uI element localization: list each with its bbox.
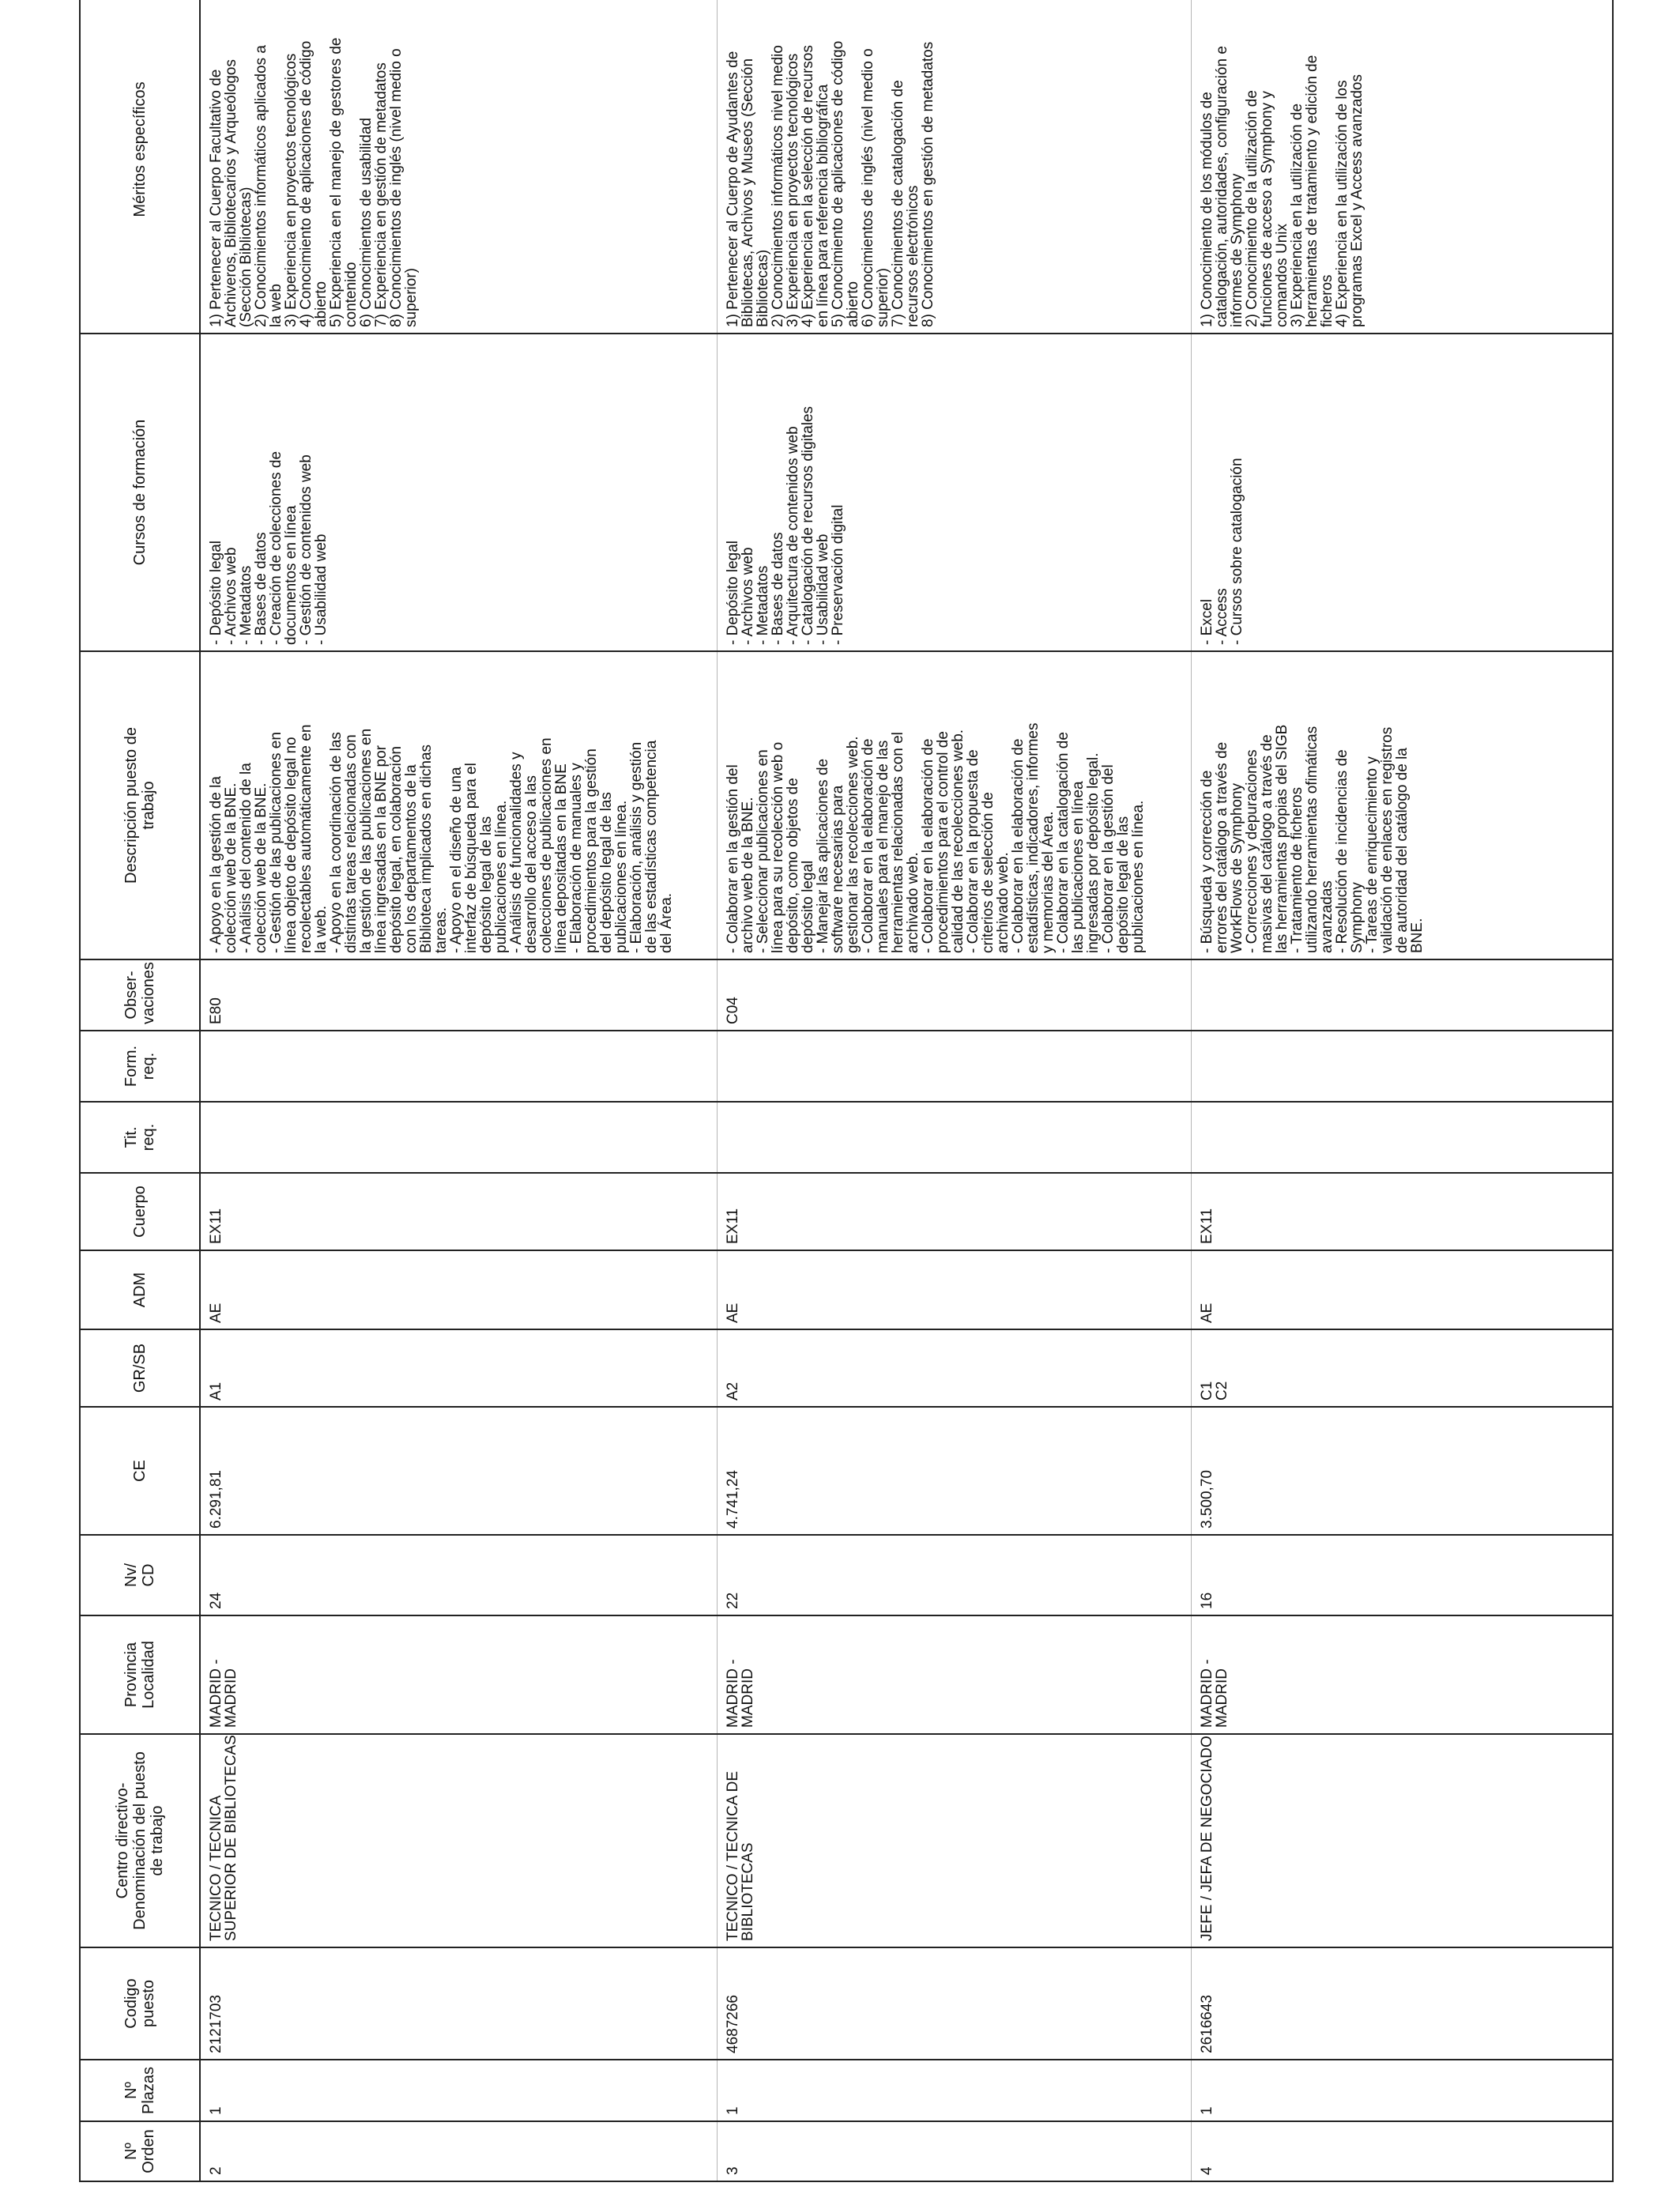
meritos-line: abierto xyxy=(844,281,861,327)
desc-line: las herramientas propias del SIGB xyxy=(1273,724,1290,953)
cell-adm: AE xyxy=(200,1250,717,1329)
cursos-line: - Usabilidad web xyxy=(814,533,831,645)
cell-tit xyxy=(1191,1102,1613,1173)
header-ce: CE xyxy=(80,1407,200,1535)
desc-line: - Tareas de enriquecimiento y xyxy=(1363,756,1381,953)
desc-line: archivado web. xyxy=(904,852,921,953)
desc-line: tareas. xyxy=(433,907,450,953)
desc-line: - Colaborar en la gestión del xyxy=(1099,764,1117,953)
cell-cuerpo: EX11 xyxy=(1191,1173,1613,1250)
desc-line: - Apoyo en la coordinación de las xyxy=(328,732,345,953)
desc-line: WorkFlows de Symphony xyxy=(1228,782,1245,953)
meritos-line: 4) Conocimiento de aplicaciones de código xyxy=(298,40,315,327)
desc-line: publicaciones en línea. xyxy=(493,800,510,953)
desc-line: calidad de las recolecciones web. xyxy=(949,729,966,953)
grsb-line: C1 xyxy=(1198,1381,1215,1400)
desc-line: herramientas relacionadas con el xyxy=(889,732,906,953)
desc-line: validación de enlaces en registros xyxy=(1378,726,1396,953)
centro-line: BIBLIOTECAS xyxy=(739,1842,756,1941)
meritos-line: superior) xyxy=(403,268,420,327)
header-desc: Descripción puesto de trabajo xyxy=(80,651,200,959)
cell-ce: 6.291,81 xyxy=(200,1407,717,1535)
desc-line: - Colaborar en la catalogación de xyxy=(1054,732,1072,953)
desc-line: - Colaborar en la gestión del xyxy=(724,764,741,953)
cell-cuerpo: EX11 xyxy=(200,1173,717,1250)
cursos-line: - Bases de datos xyxy=(253,532,269,645)
cell-ce: 3.500,70 xyxy=(1191,1407,1613,1535)
cursos-line: - Metadatos xyxy=(238,565,254,645)
desc-line: publicaciones en línea. xyxy=(613,800,630,953)
cell-plazas: 1 xyxy=(200,2060,717,2121)
cell-grsb xyxy=(200,1329,717,1407)
cell-centro xyxy=(717,1734,1191,1947)
cell-meritos xyxy=(1191,0,1613,334)
header-row xyxy=(80,0,200,2181)
desc-line: de autoridad del catálogo de la xyxy=(1393,748,1411,953)
centro-line: JEFE / JEFA DE NEGOCIADO xyxy=(1198,1736,1215,1941)
desc-line: línea ingresadas en la BNE por xyxy=(373,745,390,953)
desc-line: - Gestión de las publicaciones en xyxy=(268,732,284,953)
desc-line: desarrollo del acceso a las xyxy=(523,775,540,953)
cell-adm: AE xyxy=(717,1250,1191,1329)
cell-centro xyxy=(200,1734,717,1947)
meritos-line: 1) Pertenecer al Cuerpo de Ayudantes de xyxy=(724,51,741,327)
desc-line: depósito legal, en colaboración xyxy=(388,746,405,953)
desc-line: - Apoyo en el diseño de una xyxy=(448,767,465,953)
desc-line: y memorias del Área. xyxy=(1039,811,1057,953)
cursos-line: - Arquitectura de contenidos web xyxy=(784,426,801,645)
desc-line: publicaciones en línea. xyxy=(1129,800,1147,953)
provincia-line: MADRID - xyxy=(1198,1659,1215,1728)
meritos-line: la web xyxy=(268,284,284,327)
desc-line: - Colaborar en la elaboración de xyxy=(919,738,936,953)
desc-line: de las estadísticas competencia xyxy=(643,740,660,953)
meritos-line: 8) Conocimientos en gestión de metadatos xyxy=(919,41,936,327)
desc-line: del Área. xyxy=(658,892,675,953)
cell-form xyxy=(717,1031,1191,1102)
desc-line: - Elaboración, análisis y gestión xyxy=(628,741,645,953)
desc-line: colecciones de publicaciones en xyxy=(538,737,555,953)
meritos-line: 2) Conocimiento de la utilización de xyxy=(1243,90,1260,327)
cell-codigo: 2616643 xyxy=(1191,1947,1613,2060)
cell-obs xyxy=(1191,959,1613,1031)
desc-line: manuales para el manejo de las xyxy=(874,740,891,953)
meritos-line: herramientas de tratamiento y edición de xyxy=(1303,55,1320,327)
meritos-line: 7) Experiencia en gestión de metadatos xyxy=(373,62,390,327)
desc-line: Symphony xyxy=(1348,882,1365,953)
desc-line: colección web de la BNE. xyxy=(253,782,269,953)
meritos-line: 4) Experiencia en la utilización de los xyxy=(1333,80,1350,327)
meritos-line: 5) Experiencia en el manejo de gestores de xyxy=(328,37,345,327)
meritos-line: 7) Conocimientos de catalogación de xyxy=(889,80,906,327)
meritos-line: catalogación, autoridades, configuración e xyxy=(1213,46,1230,327)
header-codigo: Codigo puesto xyxy=(80,1947,200,2060)
header-form: Form. req. xyxy=(80,1031,200,1102)
desc-line: - Búsqueda y corrección de xyxy=(1198,770,1215,953)
desc-line: utilizando herramientas ofimáticas xyxy=(1303,726,1320,953)
provincia-line: MADRID xyxy=(739,1668,756,1728)
cursos-line: - Cursos sobre catalogación xyxy=(1228,458,1245,645)
table-row xyxy=(1191,0,1613,2181)
desc-line: la gestión de las publicaciones en xyxy=(358,728,375,953)
cell-desc xyxy=(200,651,717,959)
provincia-line: MADRID - xyxy=(208,1659,224,1728)
cell-codigo: 4687266 xyxy=(717,1947,1191,2060)
cursos-line: - Preservación digital xyxy=(829,504,846,645)
cell-provincia xyxy=(200,1615,717,1734)
grsb-line: A1 xyxy=(208,1382,224,1400)
desc-line: depósito legal xyxy=(799,860,816,953)
provincia-line: MADRID xyxy=(223,1668,239,1728)
header-orden: Nº Orden xyxy=(80,2121,200,2181)
cell-orden: 2 xyxy=(200,2121,717,2181)
desc-line: depósito legal de las xyxy=(1114,816,1132,953)
desc-line: colección web de la BNE. xyxy=(223,782,239,953)
cell-plazas: 1 xyxy=(717,2060,1191,2121)
cursos-line: - Archivos web xyxy=(223,547,239,645)
cursos-line: - Archivos web xyxy=(739,547,756,645)
cell-desc xyxy=(717,651,1191,959)
centro-line: TECNICO / TECNICA xyxy=(208,1795,224,1941)
cell-grsb xyxy=(1191,1329,1613,1407)
desc-line: del depósito legal de las xyxy=(598,792,615,953)
header-provincia: Provincia Localidad xyxy=(80,1615,200,1734)
table-row xyxy=(200,0,717,2181)
meritos-line: 2) Conocimientos informáticos nivel medio xyxy=(769,45,786,327)
cursos-line: documentos en línea xyxy=(283,505,299,645)
meritos-line: superior) xyxy=(874,268,891,327)
cursos-line: - Access xyxy=(1213,588,1230,645)
desc-line: masivas del catálogo a través de xyxy=(1258,734,1275,953)
cell-adm: AE xyxy=(1191,1250,1613,1329)
cell-nivel: 24 xyxy=(200,1535,717,1615)
meritos-line: 1) Pertenecer al Cuerpo Facultativo de xyxy=(208,69,224,327)
desc-line: criterios de selección de xyxy=(979,792,996,953)
meritos-line: 2) Conocimientos informáticos aplicados a xyxy=(253,45,269,327)
cursos-line: - Excel xyxy=(1198,598,1215,645)
cursos-line: - Metadatos xyxy=(754,565,771,645)
desc-line: BNE. xyxy=(1408,918,1426,953)
cell-provincia xyxy=(1191,1615,1613,1734)
meritos-line: programas Excel y Access avanzados xyxy=(1348,74,1365,327)
cell-orden: 4 xyxy=(1191,2121,1613,2181)
desc-line: software necesarias para xyxy=(829,785,846,953)
desc-line: las publicaciones en línea xyxy=(1069,781,1087,953)
desc-line: línea objeto de depósito legal no xyxy=(283,737,299,953)
meritos-line: (Sección Bibliotecas) xyxy=(238,187,254,327)
provincia-line: MADRID xyxy=(1213,1668,1230,1728)
cursos-line: - Catalogación de recursos digitales xyxy=(799,405,816,645)
meritos-line: 4) Experiencia en la selección de recursos xyxy=(799,45,816,327)
meritos-line: funciones de acceso a Symphony y xyxy=(1258,91,1275,327)
desc-line: - Colaborar en la propuesta de xyxy=(964,749,981,953)
desc-line: errores del catálogo a través de xyxy=(1213,741,1230,953)
cell-tit xyxy=(717,1102,1191,1173)
cell-form xyxy=(1191,1031,1613,1102)
header-nivel: Nv/ CD xyxy=(80,1535,200,1615)
desc-line: - Elaboración de manuales y xyxy=(568,763,585,953)
desc-line: línea para su recolección web o xyxy=(769,741,786,953)
meritos-line: comandos Unix xyxy=(1273,224,1290,327)
header-cursos: Cursos de formación xyxy=(80,334,200,651)
desc-line: - Correcciones y depuraciones xyxy=(1243,749,1260,953)
meritos-line: 6) Conocimientos de inglés (nivel medio o xyxy=(859,48,876,327)
header-obs: Obser- vaciones xyxy=(80,959,200,1031)
cell-cursos xyxy=(1191,334,1613,651)
desc-line: archivo web de la BNE. xyxy=(739,797,756,953)
cell-obs: E80 xyxy=(200,959,717,1031)
cell-obs: C04 xyxy=(717,959,1191,1031)
header-tit: Tit. req. xyxy=(80,1102,200,1173)
cell-centro xyxy=(1191,1734,1613,1947)
centro-line: TECNICO / TECNICA DE xyxy=(724,1770,741,1941)
cursos-line: - Depósito legal xyxy=(724,540,741,645)
desc-line: la web. xyxy=(313,905,330,953)
desc-line: archivado web. xyxy=(994,852,1011,953)
desc-line: depósito legal de las xyxy=(478,816,495,953)
cell-meritos xyxy=(200,0,717,334)
grsb-line: A2 xyxy=(724,1382,741,1400)
header-meritos: Méritos específicos xyxy=(80,0,200,334)
desc-line: depósito, como objetos de xyxy=(784,778,801,953)
desc-line: avanzadas xyxy=(1318,880,1335,953)
job-positions-table xyxy=(79,0,1614,2182)
header-centro: Centro directivo- Denominación del puesto de trabajo xyxy=(80,1734,200,1947)
cell-nivel: 22 xyxy=(717,1535,1191,1615)
desc-line: - Análisis del contenido de la xyxy=(238,763,254,953)
meritos-line: contenido xyxy=(343,262,360,327)
cell-cursos xyxy=(200,334,717,651)
desc-line: interfaz de búsqueda para el xyxy=(463,763,480,953)
meritos-line: 6) Conocimientos de usabilidad xyxy=(358,117,375,327)
header-adm: ADM xyxy=(80,1250,200,1329)
meritos-line: 5) Conocimiento de aplicaciones de código xyxy=(829,40,846,327)
cursos-line: - Usabilidad web xyxy=(313,533,330,645)
cursos-line: - Gestión de contenidos web xyxy=(298,454,315,645)
meritos-line: 1) Conocimiento de los módulos de xyxy=(1198,92,1215,327)
cell-form xyxy=(200,1031,717,1102)
cursos-line: - Creación de colecciones de xyxy=(268,450,284,645)
cell-ce: 4.741,24 xyxy=(717,1407,1191,1535)
desc-line: distintas tareas relacionadas con xyxy=(343,734,360,953)
cell-grsb xyxy=(717,1329,1191,1407)
meritos-line: en línea para referencia bibliográfica xyxy=(814,84,831,327)
desc-line: con los departamentos de la xyxy=(403,764,420,953)
cell-codigo: 2121703 xyxy=(200,1947,717,2060)
meritos-line: abierto xyxy=(313,281,330,327)
meritos-line: ficheros xyxy=(1318,274,1335,327)
desc-line: recolectables automáticamente en xyxy=(298,724,315,953)
header-cuerpo: Cuerpo xyxy=(80,1173,200,1250)
cell-provincia xyxy=(717,1615,1191,1734)
desc-line: - Tratamiento de ficheros xyxy=(1288,786,1305,953)
desc-line: - Colaborar en la elaboración de xyxy=(859,738,876,953)
meritos-line: 3) Experiencia en proyectos tecnológicos xyxy=(283,53,299,327)
cell-nivel: 16 xyxy=(1191,1535,1613,1615)
table-row xyxy=(717,0,1191,2181)
desc-line: gestionar las recolecciones web. xyxy=(844,736,861,953)
centro-line: SUPERIOR DE BIBLIOTECAS xyxy=(223,1735,239,1941)
cursos-line: - Bases de datos xyxy=(769,532,786,645)
desc-line: ingresadas por depósito legal. xyxy=(1084,752,1102,953)
cell-orden: 3 xyxy=(717,2121,1191,2181)
cell-plazas: 1 xyxy=(1191,2060,1613,2121)
cell-cuerpo: EX11 xyxy=(717,1173,1191,1250)
cell-cursos xyxy=(717,334,1191,651)
desc-line: - Colaborar en la elaboración de xyxy=(1009,738,1026,953)
table-body xyxy=(200,0,1613,2181)
meritos-line: recursos electrónicos xyxy=(904,185,921,327)
grsb-line: C2 xyxy=(1213,1381,1230,1400)
desc-line: línea depositadas en la BNE xyxy=(553,763,570,953)
desc-line: - Seleccionar publicaciones en xyxy=(754,749,771,953)
meritos-line: Bibliotecas, Archivos y Museos (Sección xyxy=(739,58,756,327)
desc-line: Biblioteca implicados en dichas xyxy=(418,744,435,953)
cursos-line: - Depósito legal xyxy=(208,540,224,645)
desc-line: procedimientos para el control de xyxy=(934,731,951,953)
cell-tit xyxy=(200,1102,717,1173)
cell-desc xyxy=(1191,651,1613,959)
meritos-line: informes de Symphony xyxy=(1228,173,1245,327)
provincia-line: MADRID - xyxy=(724,1659,741,1728)
meritos-line: 3) Experiencia en la utilización de xyxy=(1288,103,1305,327)
meritos-line: 8) Conocimientos de inglés (nivel medio o xyxy=(388,48,405,327)
header-plazas: Nº Plazas xyxy=(80,2060,200,2121)
meritos-line: 3) Experiencia en proyectos tecnológicos xyxy=(784,53,801,327)
desc-line: - Análisis de funcionalidades y xyxy=(508,752,525,953)
meritos-line: Bibliotecas) xyxy=(754,249,771,327)
desc-line: procedimientos para la gestión xyxy=(583,748,600,953)
desc-line: - Apoyo en la gestión de la xyxy=(208,776,224,953)
desc-line: estadísticas, indicadores, informes xyxy=(1024,722,1042,953)
meritos-line: Archiveros, Bibliotecarios y Arqueólogos xyxy=(223,58,239,327)
desc-line: - Manejar las aplicaciones de xyxy=(814,758,831,953)
cell-meritos xyxy=(717,0,1191,334)
desc-line: - Resolución de incidencias de xyxy=(1333,749,1350,953)
header-grsb: GR/SB xyxy=(80,1329,200,1407)
